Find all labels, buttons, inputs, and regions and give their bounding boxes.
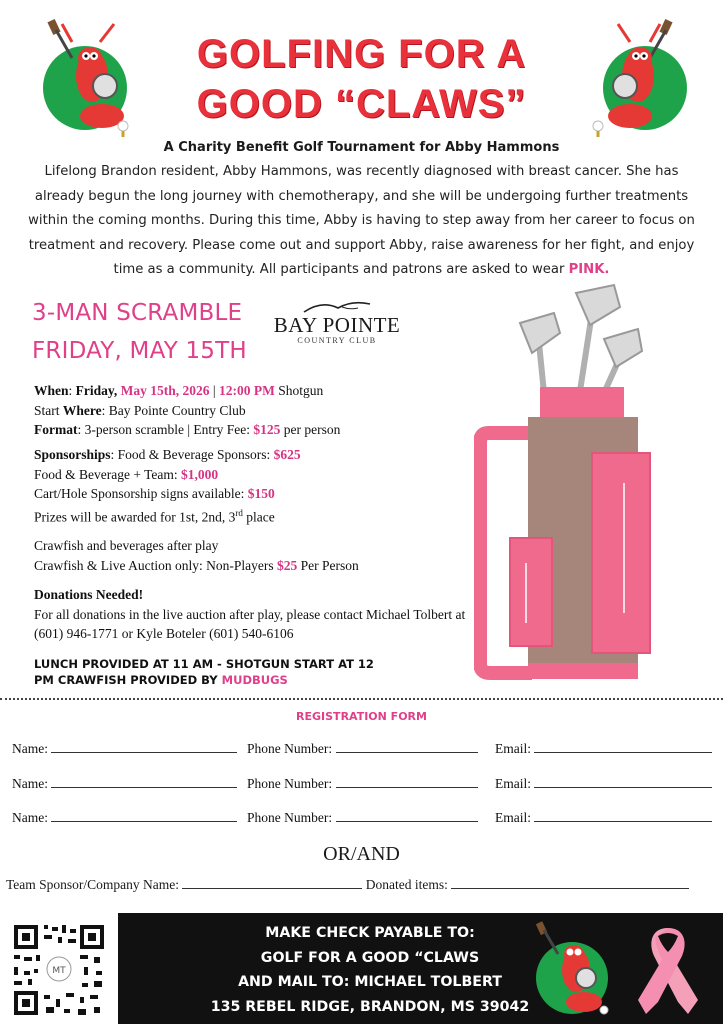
crawfish-golfer-mascot-footer: [532, 920, 616, 1020]
sponsor-field[interactable]: [182, 877, 362, 889]
crawfish-price: $25: [276, 557, 298, 573]
venue-logo-sub: COUNTRY CLUB: [297, 336, 377, 345]
qr-code-icon: [0, 913, 118, 1024]
format-value: : 3-person scramble | Entry Fee:: [77, 422, 254, 437]
team-line: [34, 465, 474, 485]
bay-pointe-logo: [272, 296, 402, 356]
prizes-text: Prizes will be awarded for 1st, 2nd, 3: [34, 509, 236, 524]
crawfish-details: [34, 536, 474, 575]
name-field[interactable]: [51, 741, 237, 753]
footer-line4: 135 REBEL RIDGE, BRANDON, MS 39042: [210, 998, 530, 1015]
format-line: [34, 420, 474, 440]
event-subtitle: A Charity Benefit Golf Tournament for Abby Hammons: [163, 140, 560, 155]
email-field[interactable]: [534, 776, 712, 788]
crawfish-line2: [34, 556, 474, 576]
sponsor-team-price: $1,000: [181, 466, 219, 482]
intro-text: Lifelong Brandon resident, Abby Hammons, was recently diagnosed with breast cancer. She has already begun the long journey with chemotherapy, and she will be undergoing further treatments within the coming months. During this time, Abby is having to step away from her career to focus on treatment and recovery. Please come out and support Abby, raise awareness for her fight, and enjoy time as a community. All participants and patrons are asked to wear: [28, 164, 695, 277]
footer-line3: AND MAIL TO: MICHAEL TOLBERT: [238, 974, 502, 990]
phone-field[interactable]: [336, 776, 478, 788]
donations-text: For all donations in the live auction after play, please contact Michael Tolbert at (601) 946-1771 or Kyle Boteler (601) 540-6106: [34, 606, 466, 641]
name-field[interactable]: [51, 810, 237, 822]
email-field[interactable]: [534, 741, 712, 753]
sponsorships-value: : Food & Beverage Sponsors:: [110, 447, 274, 462]
when-day: Friday,: [75, 383, 118, 398]
registration-title: REGISTRATION FORM: [296, 710, 427, 723]
golf-bag-illustration: [474, 283, 654, 693]
event-details: [34, 381, 474, 440]
or-and-label: OR/AND: [323, 843, 400, 865]
when-separator: |: [212, 383, 216, 398]
start-line: [34, 401, 474, 421]
email-label: Email:: [495, 810, 531, 825]
email-label: Email:: [495, 776, 531, 791]
name-label: Name:: [12, 776, 48, 791]
crawfish-line1: Crawfish and beverages after play: [34, 538, 219, 553]
when-time: 12:00 PM: [219, 383, 275, 398]
prizes-end: place: [242, 509, 275, 524]
phone-label: Phone Number:: [247, 741, 333, 756]
crawfish-golfer-mascot-right: [590, 18, 690, 138]
event-format-heading: 3-MAN SCRAMBLE: [32, 300, 243, 326]
donated-field[interactable]: [451, 877, 689, 889]
sponsor-cart-price: $150: [247, 486, 275, 501]
crawfish-golfer-mascot-left: [42, 18, 132, 138]
when-date: May 15th, 2026: [120, 383, 210, 398]
start-prefix: Start: [34, 402, 63, 418]
donations-title: Donations Needed!: [34, 587, 144, 602]
when-suffix: Shotgun: [278, 383, 324, 398]
entry-fee: $125: [253, 422, 281, 437]
sponsor-label: Team Sponsor/Company Name:: [6, 877, 180, 892]
name-label: Name:: [12, 741, 48, 756]
crawfish-line2-text: Crawfish & Live Auction only: Non-Players: [34, 557, 277, 573]
page-title-line2: GOOD “CLAWS”: [196, 82, 527, 126]
venue-logo-name: BAY POINTE: [273, 313, 401, 337]
cart-line: [34, 484, 474, 504]
sponsor-fb-price: $625: [273, 447, 301, 462]
name-field[interactable]: [51, 776, 237, 788]
sponsorships-line: [34, 445, 474, 465]
start-label: Where: [62, 402, 102, 418]
footer-line1: MAKE CHECK PAYABLE TO:: [265, 925, 475, 941]
footer-instructions: [180, 921, 560, 1019]
section-divider: [0, 698, 723, 700]
start-value: : Bay Pointe Country Club: [101, 402, 246, 418]
lunch-text: LUNCH PROVIDED AT 11 AM - SHOTGUN START AT 12 PM CRAWFISH PROVIDED BY: [34, 657, 374, 687]
format-label: Format: [34, 422, 78, 437]
prizes-sup: rd: [235, 507, 243, 518]
email-field[interactable]: [534, 810, 712, 822]
qr-initials: MT: [52, 966, 66, 976]
footer-line2: GOLF FOR A GOOD “CLAWS: [260, 949, 480, 966]
bird-logo-icon: [302, 298, 372, 316]
lunch-note: [34, 656, 394, 688]
page-title-line1: GOLFING FOR A: [196, 32, 527, 76]
phone-field[interactable]: [336, 741, 478, 753]
intro-paragraph: [28, 160, 695, 283]
pink-ribbon-icon: [628, 922, 708, 1018]
sponsor-row: [6, 877, 718, 893]
phone-label: Phone Number:: [247, 776, 333, 791]
team-text: Food & Beverage + Team:: [34, 466, 182, 482]
when-line: When: Friday, May 15th, 2026 | 12:00 PM Shotgun: [34, 383, 324, 398]
intro-pink-highlight: PINK.: [568, 262, 610, 277]
sponsorship-details: [34, 445, 474, 527]
when-label: When: [34, 383, 69, 398]
prizes-line: [34, 504, 474, 527]
name-label: Name:: [12, 810, 48, 825]
sponsorships-label: Sponsorships: [34, 447, 111, 462]
email-label: Email:: [495, 741, 531, 756]
qr-code[interactable]: [0, 913, 118, 1024]
lunch-provider: MUDBUGS: [221, 673, 288, 687]
donations-details: [34, 585, 474, 644]
phone-field[interactable]: [336, 810, 478, 822]
entry-suffix: per person: [280, 422, 341, 437]
event-date-heading: FRIDAY, MAY 15TH: [32, 338, 247, 364]
donated-label: Donated items:: [365, 877, 448, 892]
cart-text: Cart/Hole Sponsorship signs available:: [34, 486, 248, 501]
phone-label: Phone Number:: [247, 810, 333, 825]
crawfish-line2-suffix: Per Person: [297, 557, 359, 573]
